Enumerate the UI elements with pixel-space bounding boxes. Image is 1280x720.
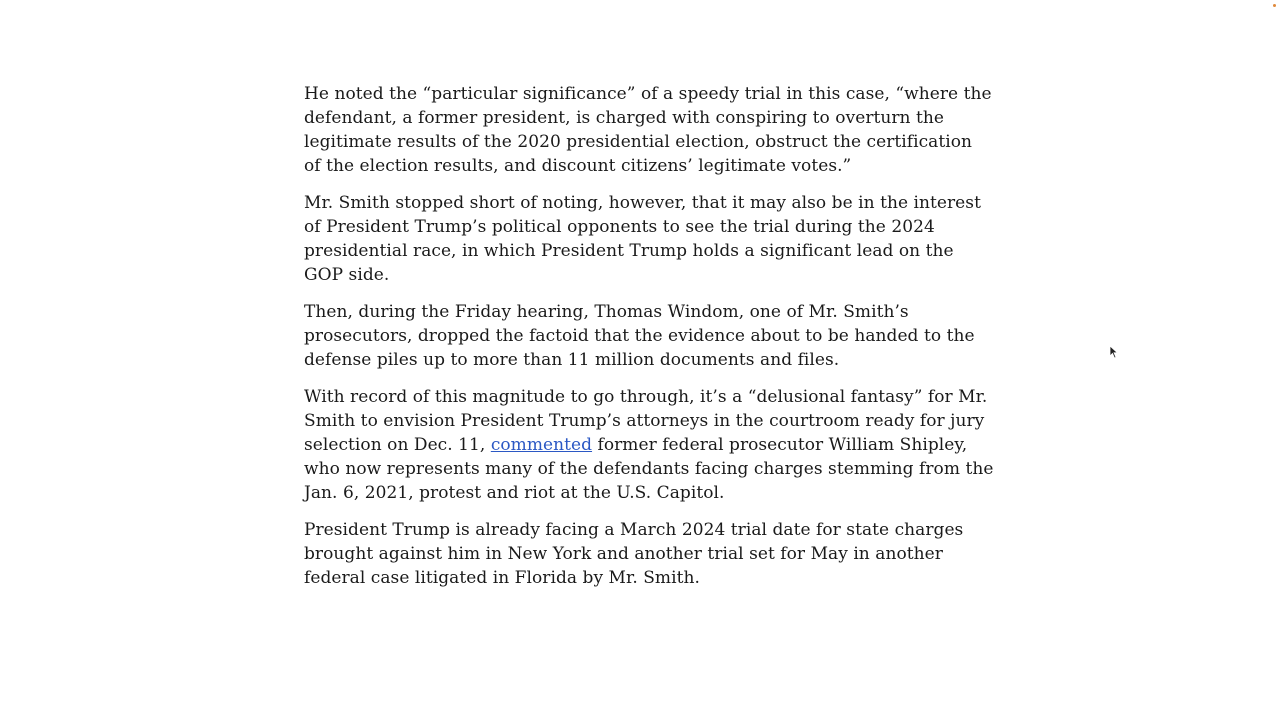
paragraph-4-text-end: former federal prosecutor William Shipley, who now represents many of the defendants facing charges stemming from the Jan. 6, 2021, protest and riot at the U.S. Capitol.: [304, 435, 994, 503]
paragraph-1: He noted the “particular significance” of a speedy trial in this case, “where the defendant, a former president, is charged with conspiring to overturn the legitimate results of the 2020 presidential election, obstruct the certification of the election results, and discount citizens’ legitimate votes.”: [304, 84, 992, 176]
mouse-pointer-icon: [1109, 345, 1119, 359]
paragraph-2: Mr. Smith stopped short of noting, however, that it may also be in the interest of President Trump’s political opponents to see the trial during the 2024 presidential race, in which President Trump holds a significant lead on the GOP side.: [304, 193, 981, 285]
article-body: [304, 82, 994, 603]
paragraph-3: Then, during the Friday hearing, Thomas Windom, one of Mr. Smith’s prosecutors, dropped the factoid that the evidence about to be handed to the defense piles up to more than 11 million documents and files.: [304, 302, 975, 370]
corner-indicator: [1273, 4, 1276, 7]
paragraph-4-text-start: With record of this magnitude to go through, it’s a “delusional fantasy” for Mr. Smith to envision President Trump’s attorneys in the courtroom ready for jury selection on Dec. 11,: [304, 387, 988, 455]
commented-link[interactable]: commented: [490, 435, 593, 455]
paragraph-5: President Trump is already facing a March 2024 trial date for state charges brought against him in New York and another trial set for May in another federal case litigated in Florida by Mr. Smith.: [304, 520, 964, 588]
paragraph-4: [304, 385, 994, 505]
